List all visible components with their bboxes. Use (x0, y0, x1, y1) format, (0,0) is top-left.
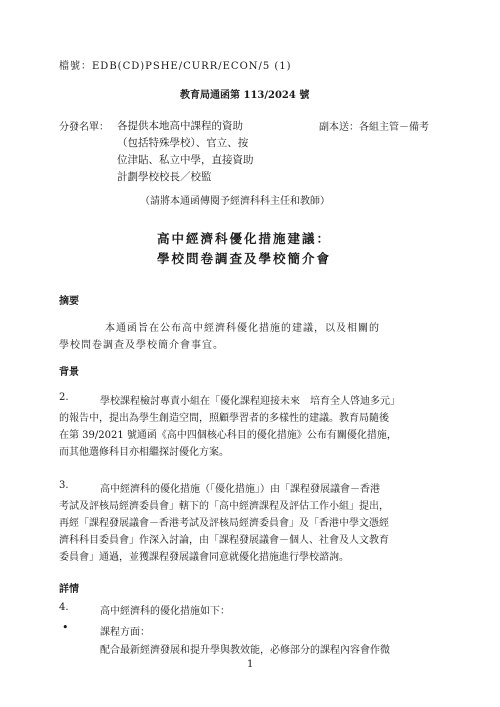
paragraph-number: 3. (59, 480, 69, 491)
paragraph-line: 再經「課程發展議會－香港考試及評核局經濟委員會」及「香港中學文憑經 (59, 518, 389, 529)
summary-line: 本通函旨在公布高中經濟科優化措施的建議，以及相關的 (105, 323, 380, 334)
paragraph-line: 濟科科目委員會」作深入討論，由「課程發展議會－個人、社會及人文教育 (59, 535, 389, 546)
distribution-label: 分發名單： (59, 122, 109, 133)
paragraph-line: 而其他選修科目亦相繼探討優化方案。 (59, 447, 229, 458)
paragraph-line: 高中經濟科的優化措施如下： (100, 606, 230, 617)
document-title-line1: 高中經濟科優化措施建議： (157, 231, 332, 246)
page-number: 1 (247, 659, 254, 670)
bullet-label: 課程方面： (100, 627, 150, 638)
distribution-line: 位津貼、私立中學，直接資助 (117, 154, 254, 166)
paragraph-line: 配合最新經濟發展和提升學與教效能，必修部分的課程內容會作微 (100, 645, 390, 656)
details-heading: 詳情 (59, 584, 79, 595)
paragraph-number: 4. (59, 602, 69, 613)
paragraph-line: 學校課程檢討專責小組在「優化課程迎接未來 培育全人啓迪多元」 (100, 396, 400, 407)
bullet-icon: • (62, 621, 69, 634)
paragraph-line: 委員會」通過，並獲課程發展議會同意就優化措施進行學校諮詢。 (59, 552, 349, 563)
paragraph-line: 考試及評核局經濟委員會」轄下的「高中經濟課程及評估工作小組」提出， (59, 501, 389, 512)
distribution-line: （包括特殊學校）、官立、按 (117, 137, 249, 149)
file-reference: 檔號：EDB(CD)PSHE/CURR/ECON/5 (1) (59, 61, 292, 72)
document-title-line2: 學校問卷調查及學校簡介會 (157, 251, 332, 266)
paragraph-line: 高中經濟科的優化措施（「優化措施」）由「課程發展議會－香港 (100, 484, 380, 495)
distribution-line: 計劃學校校長／校監 (117, 171, 212, 183)
summary-heading: 摘要 (59, 296, 79, 307)
paragraph-number: 2. (59, 392, 69, 403)
circular-number: 教育局通函第 113/2024 號 (180, 90, 310, 101)
background-heading: 背景 (59, 367, 79, 378)
circulation-note: （請將本通函傳閱予經濟科科主任和教師） (140, 196, 330, 207)
copy-to: 副本送：各組主管－備考 (319, 122, 429, 133)
paragraph-line: 在第 39/2021 號通函《高中四個核心科目的優化措施》公布有關優化措施， (59, 430, 397, 441)
distribution-line: 各提供本地高中課程的資助 (117, 120, 243, 132)
summary-line: 學校問卷調查及學校簡介會事宜。 (59, 340, 224, 351)
paragraph-line: 的報告中，提出為學生創造空間，照顧學習者的多樣性的建議。教育局隨後 (59, 413, 389, 424)
